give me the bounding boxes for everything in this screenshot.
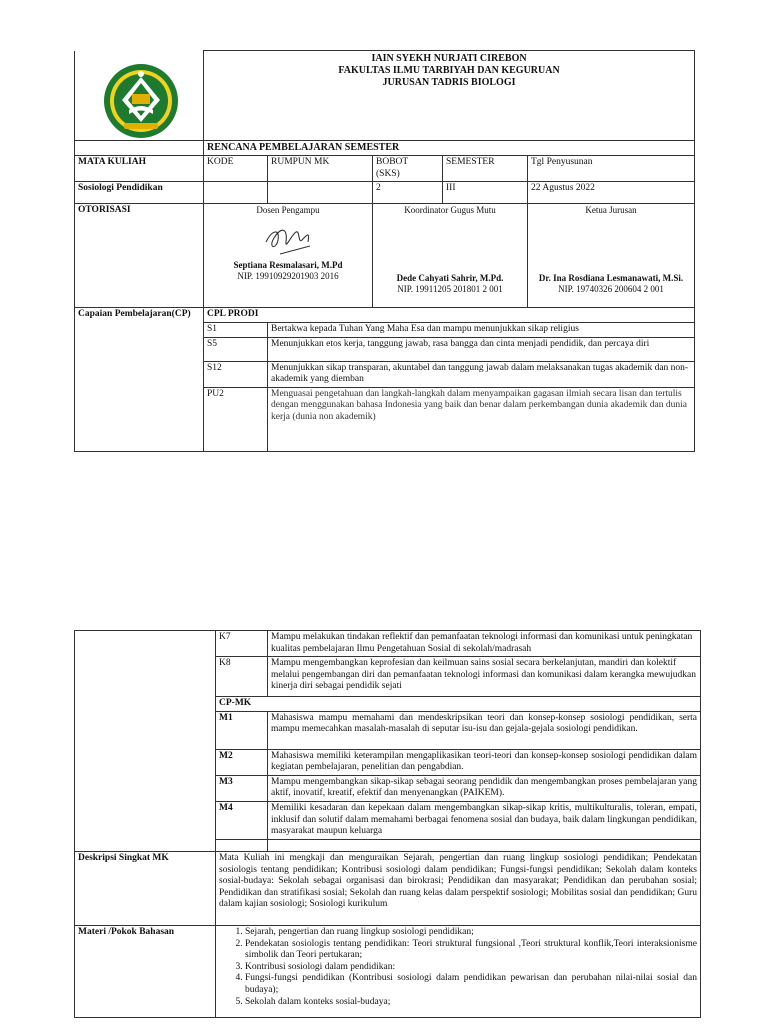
cpmk-text: Mampu mengembangkan sikap-sikap sebagai seorang pendidik dan mengembangkan proses pembelajaran yang aktif, inovatif, kreatif, efektif dan menyenangkan (PAIKEM). [268,775,701,801]
tgl-value: 22 Agustus 2022 [528,182,695,204]
iain-emblem-icon [102,62,180,140]
cpmk-text: Mahasiswa memiliki keterampilan mengaplikasikan teori-teori dan konsep-konsep sosiologi pendidikan dalam kegiatan pembelajaran, penelitian dan pengabdian. [268,749,701,775]
faculty-name: FAKULTAS ILMU TARBIYAH DAN KEGURUAN [338,65,560,77]
cpmk-code: M4 [216,802,268,840]
cpmk-code: M2 [216,749,268,775]
kode-header: KODE [204,156,268,182]
ketua-title: Ketua Jurusan [585,205,637,216]
materi-list [219,927,697,1008]
department-name: JURUSAN TADRIS BIOLOGI [382,77,516,89]
course-name: Sosiologi Pendidikan [75,182,204,204]
cpl-text: Menunjukkan sikap transparan, akuntabel dan tanggung jawab dalam melaksanakan tugas akademik dan non-akademik yang diemban [268,361,695,387]
cpl-code: S5 [204,337,268,361]
cpl-text: Menguasai pengetahuan dan langkah-langkah dalam menyampaikan gagasan ilmiah secara lisan dan tertulis dengan menggunakan bahasa Indonesia yang baik dan benar dalam perkembangan dunia akademik dan dunia kerja (dunia non akademik) [268,387,695,451]
cpl-code: S1 [204,322,268,337]
koordinator-name: Dede Cahyati Sahrir, M.Pd. [396,273,504,284]
cpl-code: S12 [204,361,268,387]
rps-table-page-1 [74,50,695,452]
dosen-nip: NIP. 19910929201903 2016 [237,271,339,282]
cpl-code: K8 [216,657,268,697]
materi-list-cell [216,926,701,1018]
otorisasi-label: OTORISASI [75,204,204,308]
cpmk-text: Memiliki kesadaran dan kepekaan dalam mengembangkan sikap-sikap kritis, multikulturalis, toleran, empati, inklusif dan solutif dalam memahami berbagai fenomena sosial dan budaya, baik dalam lingkungan pendidikan, masyarakat maupun keluarga [268,802,701,840]
materi-item: 2. Pendekatan sosiologis tentang pendidikan: Teori struktural fungsional ,Teori struktural konflik,Teori interaksionisme simbolik dan Teori pertukaran; [245,939,697,962]
mata-kuliah-label: MATA KULIAH [75,156,204,182]
materi-item: 1. Sejarah, pengertian dan ruang lingkup sosiologi pendidikan; [245,927,697,939]
logo-cell [75,51,204,141]
cpl-code: K7 [216,631,268,657]
dosen-pengampu-cell [204,204,373,308]
cpl-text: Mampu mengembangkan keprofesian dan keilmuan sains sosial secara berkelanjutan, mandiri dan kolektif melalui pengembangan diri dan pemanfaatan teknologi informasi dan komunikasi dalam kerangka mewujudkan kinerja diri sebagai pendidik sejati [268,657,701,697]
signature-image [207,220,369,260]
cpmk-label: CP-MK [216,697,701,712]
document-page-2 [0,620,768,1024]
tgl-header: Tgl Penyusunan [528,156,695,182]
institution-name: IAIN SYEKH NURJATI CIREBON [371,53,527,64]
semester-value: III [443,182,528,204]
signature-icon [258,220,318,260]
capaian-pembelajaran-label: Capaian Pembelajaran(CP) [75,308,204,451]
dosen-name: Septiana Resmalasari, M.Pd [233,260,343,271]
dosen-pengampu-title: Dosen Pengampu [256,205,320,216]
deskripsi-text: Mata Kuliah ini mengkaji dan menguraikan Sejarah, pengertian dan ruang lingkup sosiologi pendidikan; Pendekatan sosiologis tentang pendidikan; Kontribusi sosiologi dalam pendidikan; Fungsi-fungsi pendidikan; Sekolah dalam konteks sosial-budaya: Sekolah sebagai organisasi dan birokrasi; Pendidikan dan masyarakat; Pendidikan dan perubahan sosial; Pendidikan dan stratifikasi sosial; Sekolah dan ruang kelas dalam perspektif sosiologi; Mobilitas sosial dan pendidikan; Guru dalam kajian sosiologi; Sosiologi kurikulum [216,852,701,926]
koordinator-title: Koordinator Gugus Mutu [404,205,496,216]
institution-header [204,51,695,141]
university-logo [102,62,180,145]
semester-header: SEMESTER [443,156,528,182]
bobot-value: 2 [373,182,443,204]
cpl-text: Bertakwa kepada Tuhan Yang Maha Esa dan mampu menunjukkan sikap religius [268,322,695,337]
rumpun-header: RUMPUN MK [268,156,373,182]
cpmk-code: M1 [216,711,268,749]
deskripsi-label: Deskripsi Singkat MK [75,852,216,926]
cpl-text: Menunjukkan etos kerja, tanggung jawab, rasa bangga dan cinta menjadi pendidik, dan percaya diri [268,337,695,361]
materi-item: 3. Kontribusi sosiologi dalam pendidikan: [245,962,697,974]
cpl-text: Mampu melakukan tindakan reflektif dan pemanfaatan teknologi informasi dan komunikasi untuk peningkatan kualitas pembelajaran Ilmu Pengetahuan Sosial di sekolah/madrasah [268,631,701,657]
ketua-nip: NIP. 19740326 200604 2 001 [558,284,664,295]
cpl-code: PU2 [204,387,268,451]
koordinator-nip: NIP. 19911205 201801 2 001 [397,284,503,295]
cpmk-code: M3 [216,775,268,801]
ketua-name: Dr. Ina Rosdiana Lesmanawati, M.Si. [538,273,684,284]
materi-item: 5. Sekolah dalam konteks sosial-budaya; [245,997,697,1009]
document-page-1 [0,0,768,470]
materi-item: 4. Fungsi-fungsi pendidikan (Kontribusi sosiologi dalam pendidikan pewarisan dan perubahan nilai-nilai sosial dan budaya); [245,973,697,996]
koordinator-cell [373,204,528,308]
bobot-header: BOBOT (SKS) [373,156,443,182]
rps-table-page-2 [74,630,701,1018]
ketua-jurusan-cell [528,204,695,308]
rps-title: RENCANA PEMBELAJARAN SEMESTER [204,141,695,156]
materi-label: Materi /Pokok Bahasan [75,926,216,1018]
cpl-prodi-label: CPL PRODI [204,308,695,323]
cpmk-text: Mahasiswa mampu memahami dan mendeskripsikan teori dan konsep-konsep sosiologi pendidikan, serta mampu memecahkan masalah-masalah di seputar isu-isu dan gejala-gejala sosiologi pendidikan. [268,711,701,749]
